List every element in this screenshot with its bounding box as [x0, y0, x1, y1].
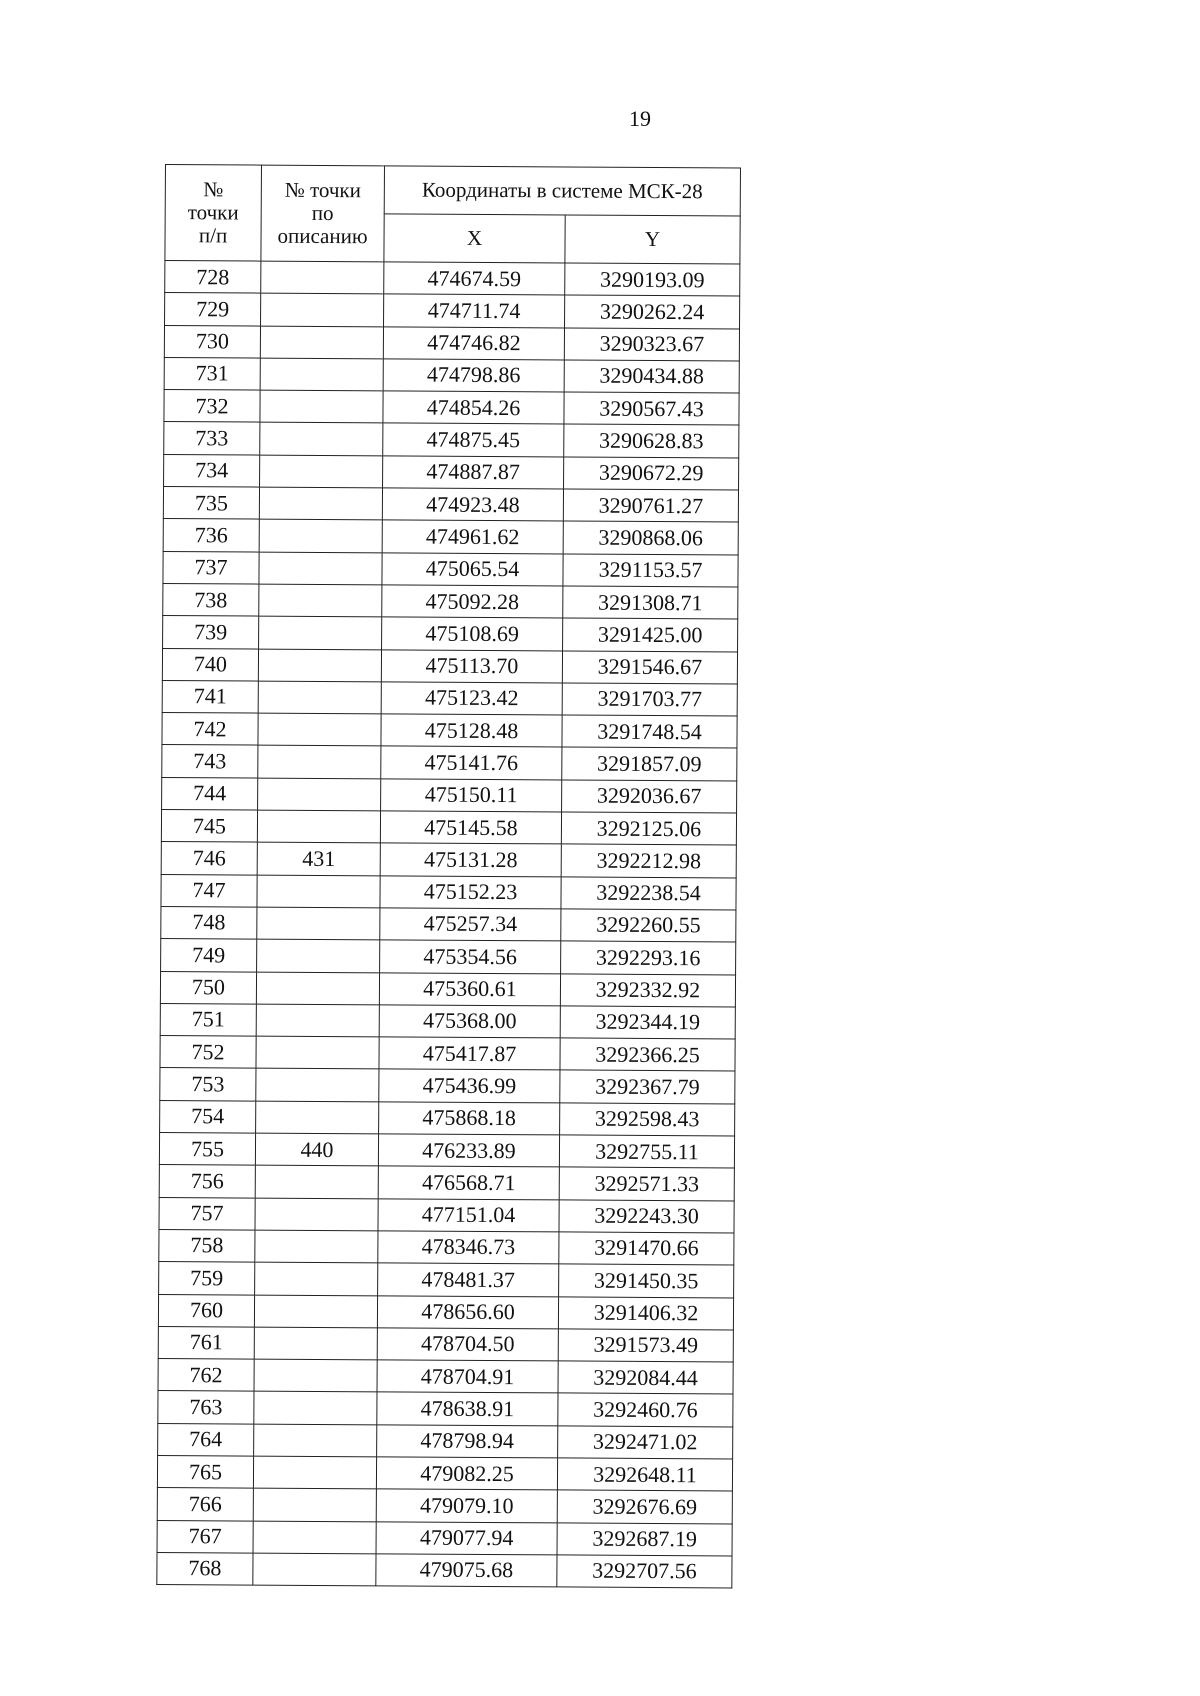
cell-point-description — [258, 713, 381, 746]
cell-y: 3290193.09 — [565, 263, 740, 296]
cell-point-number: 753 — [160, 1068, 256, 1101]
table-row — [164, 454, 739, 490]
cell-point-number: 738 — [163, 583, 259, 616]
table-row — [158, 1391, 733, 1427]
cell-point-number: 758 — [159, 1229, 255, 1262]
table-row — [163, 583, 738, 619]
cell-point-description — [258, 649, 381, 682]
table-row — [163, 616, 738, 652]
table-row — [163, 551, 738, 587]
cell-point-number: 768 — [157, 1552, 253, 1585]
cell-y: 3292125.06 — [561, 812, 736, 845]
cell-x: 478798.94 — [377, 1425, 558, 1458]
cell-point-number: 754 — [160, 1100, 256, 1133]
cell-point-description — [257, 907, 380, 940]
cell-x: 474887.87 — [383, 456, 564, 489]
cell-point-number: 728 — [165, 261, 261, 294]
cell-y: 3292676.69 — [557, 1490, 732, 1523]
cell-point-description — [255, 1198, 378, 1231]
table-row — [162, 680, 737, 716]
cell-y: 3292366.25 — [560, 1038, 735, 1071]
cell-point-number: 734 — [164, 454, 260, 487]
cell-x: 474875.45 — [383, 423, 564, 456]
cell-point-number: 752 — [160, 1036, 256, 1069]
cell-y: 3292243.30 — [559, 1200, 734, 1233]
cell-x: 479075.68 — [376, 1554, 557, 1587]
cell-x: 478656.60 — [377, 1295, 558, 1328]
cell-x: 475868.18 — [379, 1102, 560, 1135]
table-row — [157, 1520, 732, 1556]
cell-y: 3292084.44 — [558, 1361, 733, 1394]
table-row — [159, 1133, 734, 1169]
table-row — [162, 648, 737, 684]
table-row — [159, 1229, 734, 1265]
cell-x: 474961.62 — [382, 520, 563, 553]
table-row — [159, 1262, 734, 1298]
cell-point-description — [260, 358, 383, 391]
table-row — [164, 325, 739, 361]
cell-x: 475360.61 — [379, 972, 560, 1005]
table-row — [160, 1068, 735, 1104]
table-row — [162, 745, 737, 781]
cell-y: 3291406.32 — [558, 1296, 733, 1329]
cell-x: 478704.91 — [377, 1360, 558, 1393]
cell-point-number: 759 — [159, 1262, 255, 1295]
cell-y: 3292707.56 — [557, 1555, 732, 1588]
cell-y: 3292755.11 — [559, 1135, 734, 1168]
cell-x: 474798.86 — [383, 359, 564, 392]
cell-point-number: 761 — [158, 1326, 254, 1359]
cell-x: 475092.28 — [382, 585, 563, 618]
cell-point-number: 742 — [162, 713, 258, 746]
cell-point-description — [260, 326, 383, 359]
cell-y: 3292460.76 — [558, 1393, 733, 1426]
cell-x: 479077.94 — [376, 1521, 557, 1554]
cell-point-description — [256, 1036, 379, 1069]
cell-x: 476233.89 — [378, 1134, 559, 1167]
cell-point-number: 737 — [163, 551, 259, 584]
cell-y: 3292648.11 — [557, 1458, 732, 1491]
cell-point-number: 760 — [158, 1294, 254, 1327]
cell-x: 474854.26 — [383, 391, 564, 424]
table-row — [161, 842, 736, 878]
cell-point-description — [259, 487, 382, 520]
cell-point-description — [255, 1230, 378, 1263]
table-row — [161, 874, 736, 910]
cell-point-description: 431 — [257, 842, 380, 875]
cell-y: 3290761.27 — [563, 489, 738, 522]
cell-point-number: 731 — [164, 357, 260, 390]
cell-point-number: 763 — [158, 1391, 254, 1424]
coordinates-table — [156, 164, 741, 1589]
cell-y: 3291573.49 — [558, 1329, 733, 1362]
cell-x: 474711.74 — [384, 294, 565, 327]
cell-y: 3290672.29 — [564, 457, 739, 490]
cell-x: 475131.28 — [380, 843, 561, 876]
cell-x: 479079.10 — [376, 1489, 557, 1522]
cell-point-number: 744 — [162, 777, 258, 810]
cell-point-description — [259, 552, 382, 585]
cell-point-description — [260, 455, 383, 488]
cell-x: 475108.69 — [382, 617, 563, 650]
cell-point-description — [255, 1262, 378, 1295]
cell-point-number: 746 — [161, 842, 257, 875]
header-point-description: № точки по описанию — [261, 165, 385, 262]
cell-x: 478704.50 — [377, 1328, 558, 1361]
cell-x: 475123.42 — [381, 682, 562, 715]
cell-point-description — [258, 681, 381, 714]
cell-x: 478481.37 — [378, 1263, 559, 1296]
header-x: X — [384, 214, 565, 263]
cell-point-number: 750 — [160, 971, 256, 1004]
cell-point-description — [260, 423, 383, 456]
cell-x: 475417.87 — [379, 1037, 560, 1070]
cell-point-description — [256, 1004, 379, 1037]
table-row — [162, 777, 737, 813]
cell-point-description — [257, 939, 380, 972]
cell-point-description — [260, 390, 383, 423]
cell-point-number: 729 — [165, 293, 261, 326]
cell-point-number: 735 — [163, 487, 259, 520]
table-row — [163, 487, 738, 523]
cell-point-number: 764 — [158, 1423, 254, 1456]
table-row — [162, 713, 737, 749]
cell-point-number: 762 — [158, 1359, 254, 1392]
cell-point-description — [261, 261, 384, 294]
cell-y: 3292687.19 — [557, 1522, 732, 1555]
table-row — [159, 1197, 734, 1233]
cell-x: 475113.70 — [381, 649, 562, 682]
cell-y: 3291857.09 — [562, 747, 737, 780]
cell-y: 3291450.35 — [559, 1264, 734, 1297]
cell-point-description — [254, 1359, 377, 1392]
table-row — [160, 971, 735, 1007]
table-row — [158, 1423, 733, 1459]
cell-x: 475257.34 — [380, 908, 561, 941]
cell-point-description — [259, 584, 382, 617]
cell-y: 3291153.57 — [563, 554, 738, 587]
cell-point-description — [253, 1488, 376, 1521]
cell-point-number: 743 — [162, 745, 258, 778]
cell-point-number: 747 — [161, 874, 257, 907]
cell-point-description — [256, 972, 379, 1005]
cell-x: 478638.91 — [377, 1392, 558, 1425]
cell-y: 3292293.16 — [561, 941, 736, 974]
cell-point-number: 749 — [161, 939, 257, 972]
cell-y: 3292344.19 — [560, 1006, 735, 1039]
cell-x: 475150.11 — [381, 779, 562, 812]
table-row — [165, 293, 740, 329]
table-row — [160, 1003, 735, 1039]
page-number: 19 — [629, 106, 651, 131]
cell-point-description — [258, 778, 381, 811]
cell-point-description — [257, 875, 380, 908]
cell-x: 475145.58 — [380, 811, 561, 844]
table-row — [165, 261, 740, 297]
cell-point-number: 736 — [163, 519, 259, 552]
header-point-number: № точки п/п — [165, 165, 262, 262]
cell-y: 3291425.00 — [563, 618, 738, 651]
table-row — [161, 906, 736, 942]
cell-x: 477151.04 — [378, 1198, 559, 1231]
cell-x: 479082.25 — [376, 1457, 557, 1490]
cell-x: 474674.59 — [384, 262, 565, 295]
cell-x: 475128.48 — [381, 714, 562, 747]
cell-point-description — [256, 1068, 379, 1101]
cell-point-description — [258, 746, 381, 779]
table-row — [164, 422, 739, 458]
cell-point-description — [259, 616, 382, 649]
cell-x: 478346.73 — [378, 1231, 559, 1264]
cell-point-number: 732 — [164, 390, 260, 423]
cell-y: 3290567.43 — [564, 392, 739, 425]
table-row — [157, 1488, 732, 1524]
table-row — [161, 810, 736, 846]
cell-y: 3290628.83 — [564, 424, 739, 457]
cell-point-description — [254, 1327, 377, 1360]
header-coordinates-group: Координаты в системе МСК-28 — [384, 166, 740, 216]
cell-x: 475152.23 — [380, 875, 561, 908]
table-row — [160, 1100, 735, 1136]
cell-y: 3292036.67 — [562, 780, 737, 813]
cell-point-number: 730 — [164, 325, 260, 358]
cell-point-description — [254, 1391, 377, 1424]
cell-point-number: 766 — [157, 1488, 253, 1521]
table-row — [158, 1359, 733, 1395]
table-body — [157, 261, 740, 1589]
cell-point-number: 767 — [157, 1520, 253, 1553]
cell-point-description — [253, 1553, 376, 1586]
cell-point-number: 765 — [157, 1455, 253, 1488]
cell-point-description — [253, 1521, 376, 1554]
cell-y: 3291308.71 — [563, 586, 738, 619]
cell-y: 3292332.92 — [560, 973, 735, 1006]
cell-point-number: 757 — [159, 1197, 255, 1230]
cell-point-number: 755 — [159, 1133, 255, 1166]
cell-y: 3292571.33 — [559, 1167, 734, 1200]
table-row — [160, 1036, 735, 1072]
cell-point-number: 740 — [162, 648, 258, 681]
cell-y: 3292598.43 — [560, 1103, 735, 1136]
cell-point-number: 733 — [164, 422, 260, 455]
cell-point-number: 748 — [161, 906, 257, 939]
cell-y: 3290434.88 — [564, 360, 739, 393]
table-row — [164, 357, 739, 393]
table-row — [158, 1294, 733, 1330]
cell-x: 474746.82 — [383, 326, 564, 359]
cell-point-number: 745 — [161, 810, 257, 843]
cell-x: 476568.71 — [378, 1166, 559, 1199]
cell-x: 474923.48 — [382, 488, 563, 521]
cell-x: 475354.56 — [380, 940, 561, 973]
cell-y: 3292260.55 — [561, 909, 736, 942]
cell-point-number: 739 — [163, 616, 259, 649]
table-row — [159, 1165, 734, 1201]
table-header — [165, 165, 741, 265]
cell-point-description — [254, 1295, 377, 1328]
cell-point-description — [253, 1456, 376, 1489]
cell-point-description — [261, 293, 384, 326]
table-row — [163, 519, 738, 555]
table-row — [161, 939, 736, 975]
cell-x: 475141.76 — [381, 746, 562, 779]
cell-y: 3292212.98 — [561, 844, 736, 877]
header-y: Y — [565, 215, 740, 264]
cell-point-description — [255, 1165, 378, 1198]
cell-point-description: 440 — [255, 1133, 378, 1166]
cell-point-number: 756 — [159, 1165, 255, 1198]
cell-x: 475436.99 — [379, 1069, 560, 1102]
cell-point-description — [259, 519, 382, 552]
cell-y: 3292367.79 — [560, 1070, 735, 1103]
cell-y: 3290868.06 — [563, 521, 738, 554]
cell-x: 475368.00 — [379, 1005, 560, 1038]
table-row — [157, 1455, 732, 1491]
cell-point-description — [257, 810, 380, 843]
cell-point-number: 741 — [162, 680, 258, 713]
cell-point-number: 751 — [160, 1003, 256, 1036]
cell-y: 3290262.24 — [565, 295, 740, 328]
cell-y: 3291748.54 — [562, 715, 737, 748]
cell-y: 3292471.02 — [558, 1426, 733, 1459]
cell-y: 3291470.66 — [559, 1232, 734, 1265]
table-row — [158, 1326, 733, 1362]
cell-x: 475065.54 — [382, 553, 563, 586]
cell-y: 3290323.67 — [564, 328, 739, 361]
cell-y: 3292238.54 — [561, 877, 736, 910]
cell-point-description — [256, 1101, 379, 1134]
cell-point-description — [254, 1424, 377, 1457]
cell-y: 3291546.67 — [562, 650, 737, 683]
table-row — [157, 1552, 732, 1588]
table-row — [164, 390, 739, 426]
cell-y: 3291703.77 — [562, 683, 737, 716]
